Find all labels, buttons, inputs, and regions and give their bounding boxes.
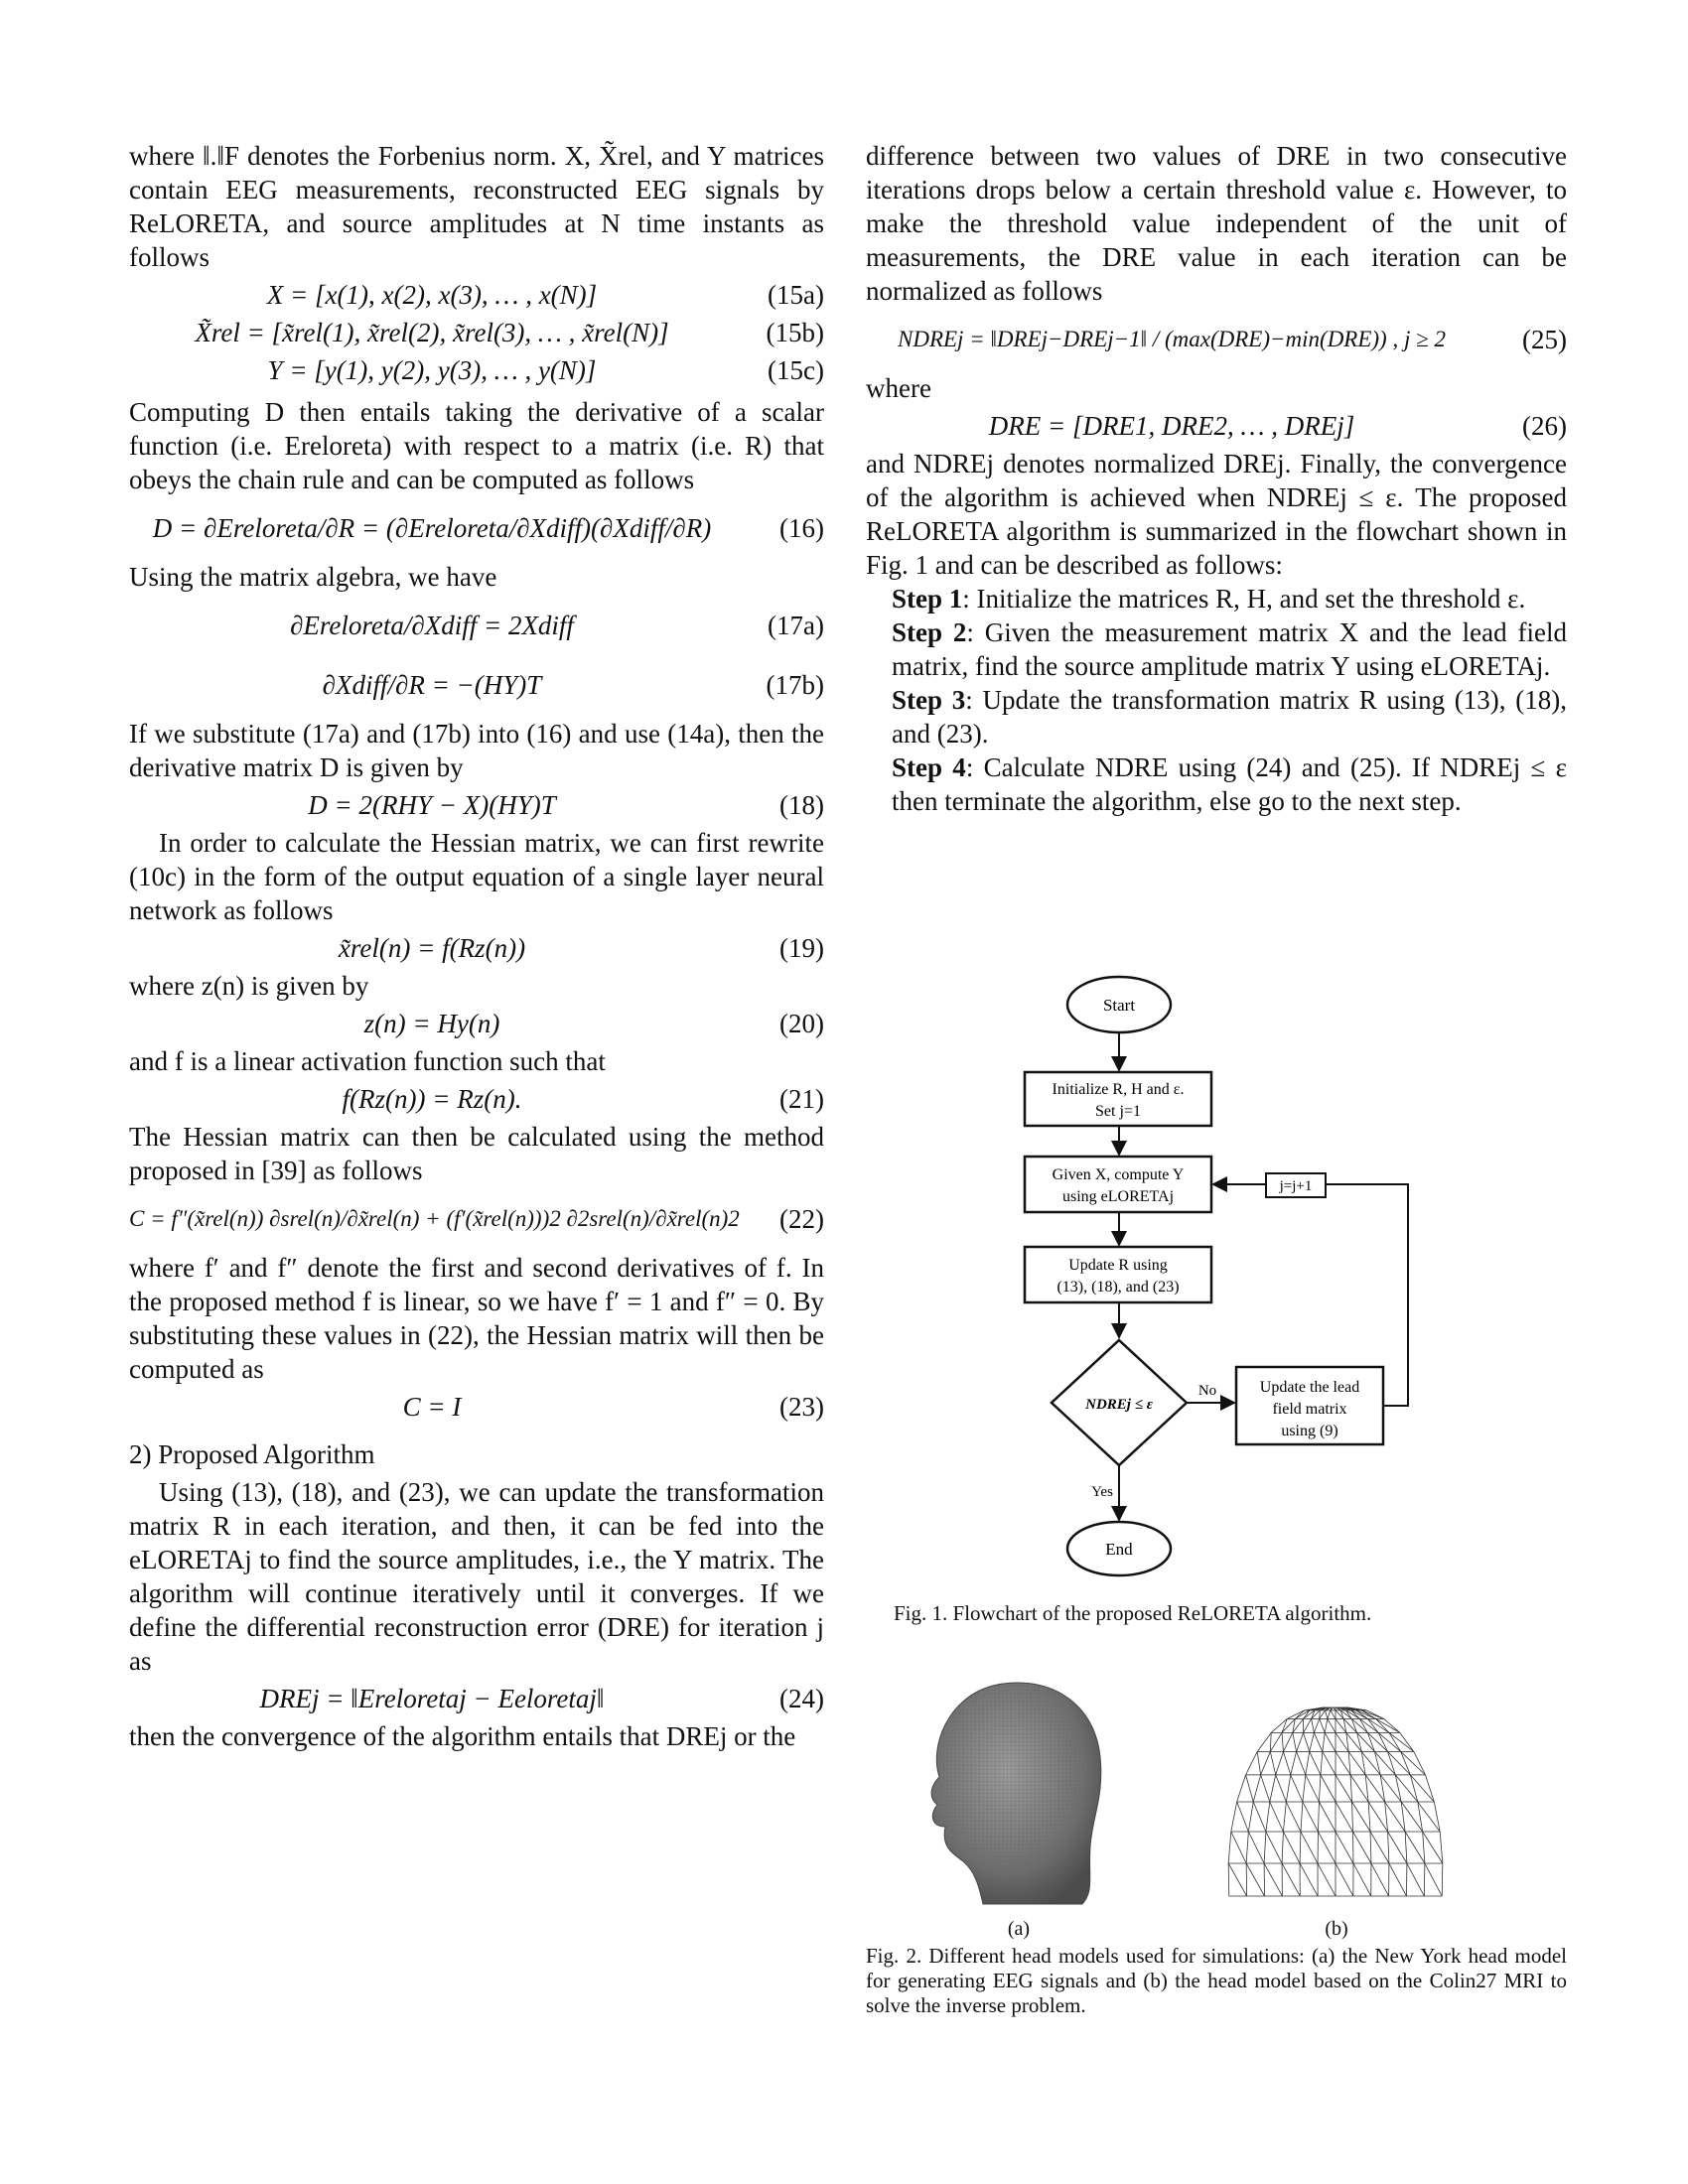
equation-16: D = ∂Ereloreta/∂R = (∂Ereloreta/∂Xdiff)(∂Xdiff/∂R) (16) (152, 513, 824, 543)
update-r-label-1: Update R using (1068, 1257, 1168, 1274)
paragraph-matrix-algebra: Using the matrix algebra, we have (129, 562, 497, 592)
increment-label: j=j+1 (1279, 1178, 1313, 1194)
yes-label: Yes (1091, 1484, 1113, 1500)
decision-label: NDREj ≤ ε (1085, 1397, 1153, 1413)
paragraph-activation: and f is a linear activation function such that (129, 1046, 606, 1076)
equation-17a: ∂Ereloreta/∂Xdiff = 2Xdiff (17a) (290, 611, 824, 640)
colin27-head-model-image (1216, 1693, 1455, 1911)
lead-field-label-2: field matrix (1272, 1401, 1347, 1418)
paragraph-substitute: If we substitute (17a) and (17b) into (16) and use (14a), then the derivative matrix D is given by (129, 719, 824, 782)
equation-24: DREj = ‖Ereloretaj − Eeloretaj‖ (24) (259, 1684, 824, 1713)
compute-y-label-1: Given X, compute Y (1052, 1166, 1185, 1183)
compute-y-label-2: using eLORETAj (1061, 1188, 1175, 1205)
paragraph-ndre: and NDREj denotes normalized DREj. Finally, the convergence of the algorithm is achieved when NDREj ≤ ε. The proposed ReLORETA algorithm is summarized in the flowchart shown in Fig. 1 and can be described as follows: (866, 449, 1567, 580)
equation-15c: Y = [y(1), y(2), y(3), … , y(N)] (15c) (267, 355, 824, 385)
lead-field-label-3: using (9) (1281, 1423, 1338, 1439)
figure-2-caption: Fig. 2. Different head models used for simulations: (a) the New York head model for generating EEG signals and (b) the head model based on the Colin27 MRI to solve the inverse problem. (866, 1944, 1567, 2017)
paragraph-forbenius: where ‖.‖F denotes the Forbenius norm. X, X̃rel, and Y matrices contain EEG measurements, reconstructed EEG signals by ReLORETA, and source amplitudes at N time instants as follows (129, 141, 824, 272)
left-column (129, 139, 824, 1753)
step-2: Step 2: Given the measurement matrix X and the lead field matrix, find the source amplitude matrix Y using eLORETAj. (892, 617, 1567, 681)
init-label-2: Set j=1 (1095, 1103, 1141, 1120)
equation-15b: X̃rel = [x̃rel(1), x̃rel(2), x̃rel(3), … , x̃rel(N)] (15b) (195, 318, 824, 347)
equation-18: D = 2(RHY − X)(HY)T (18) (308, 790, 824, 820)
equation-15a: X = [x(1), x(2), x(3), … , x(N)] (15a) (266, 280, 824, 310)
paragraph-derivatives: where f′ and f″ denote the first and second derivatives of f. In the proposed method f is linear, so we have f′ = 1 and f″ = 0. By substituting these values in (22), the Hessian matrix will then be computed as (129, 1253, 824, 1384)
paragraph-hessian-method: The Hessian matrix can then be calculated using the method proposed in [39] as follows (129, 1122, 824, 1185)
paragraph-algorithm: Using (13), (18), and (23), we can update the transformation matrix R in each iteration, and then, it can be fed into the eLORETAj to find the source amplitudes, i.e., the Y matrix. The algorithm will continue iteratively until it converges. If we define the differential reconstruction error (DRE) for iteration j as (129, 1477, 824, 1676)
equation-25: NDREj = ‖DREj−DREj−1‖ / (max(DRE)−min(DRE)) , j ≥ 2 (25) (898, 325, 1567, 354)
equation-19: x̃rel(n) = f(Rz(n)) (19) (338, 933, 824, 963)
equation-20: z(n) = Hy(n) (20) (363, 1009, 824, 1038)
equation-22: C = f″(x̃rel(n)) ∂srel(n)/∂x̃rel(n) + (f′(x̃rel(n)))2 ∂2srel(n)/∂x̃rel(n)2 (22) (129, 1204, 824, 1234)
figure-2b-label: (b) (1325, 1918, 1348, 1940)
equation-26: DRE = [DRE1, DRE2, … , DREj] (26) (988, 411, 1567, 441)
equation-23: C = I (23) (402, 1392, 824, 1422)
lead-field-label-1: Update the lead (1259, 1379, 1360, 1396)
paragraph-where: where (866, 373, 931, 403)
paragraph-threshold: difference between two values of DRE in two consecutive iterations drops below a certain threshold value ε. However, to make the threshold value independent of the unit of measurements, the DRE value in each iteration can be normalized as follows (866, 141, 1567, 306)
update-r-label-2: (13), (18), and (23) (1056, 1279, 1180, 1296)
section-heading: 2) Proposed Algorithm (129, 1439, 375, 1469)
paragraph-where-z: where z(n) is given by (129, 971, 369, 1001)
equation-17b: ∂Xdiff/∂R = −(HY)T (17b) (322, 670, 824, 700)
paragraph-convergence: then the convergence of the algorithm entails that DREj or the (129, 1721, 796, 1751)
step-4: Step 4: Calculate NDRE using (24) and (25). If NDREj ≤ ε then terminate the algorithm, else go to the next step. (892, 752, 1568, 816)
new-york-head-model-image (923, 1678, 1112, 1906)
init-label-1: Initialize R, H and ε. (1052, 1081, 1185, 1098)
step-1: Step 1: Initialize the matrices R, H, and set the threshold ε. (892, 584, 1526, 614)
paragraph-computing-d: Computing D then entails taking the derivative of a scalar function (i.e. Ereloreta) with respect to a matrix (i.e. R) that obeys the chain rule and can be computed as follows (129, 397, 824, 494)
step-3: Step 3: Update the transformation matrix R using (13), (18), and (23). (892, 685, 1567, 749)
equation-21: f(Rz(n)) = Rz(n). (21) (342, 1084, 824, 1114)
figure-2a-label: (a) (1007, 1918, 1031, 1940)
end-label: End (1105, 1540, 1133, 1559)
right-column (866, 139, 1567, 818)
start-label: Start (1102, 996, 1136, 1015)
figure-1-caption: Fig. 1. Flowchart of the proposed ReLORETA algorithm. (894, 1601, 1372, 1625)
no-label: No (1197, 1383, 1217, 1399)
paragraph-hessian-intro: In order to calculate the Hessian matrix, we can first rewrite (10c) in the form of the output equation of a single layer neural network as follows (129, 828, 824, 925)
flowchart-figure (1023, 968, 1420, 1583)
